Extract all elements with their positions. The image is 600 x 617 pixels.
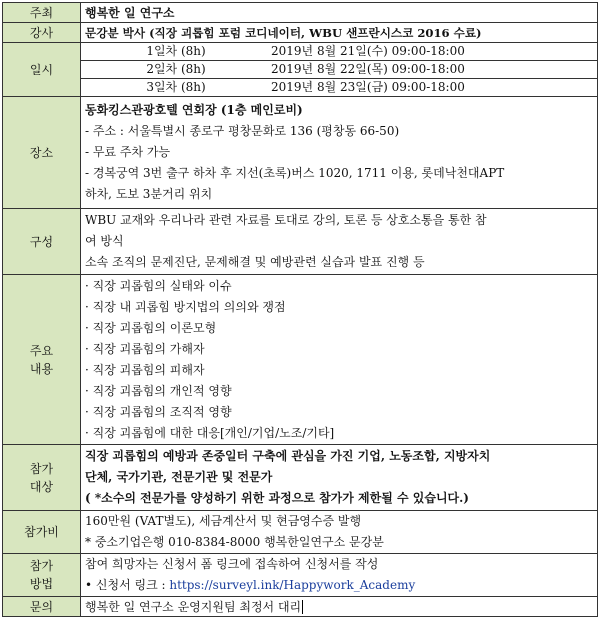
apply-link-prefix: • 신청서 링크 :	[85, 578, 170, 592]
row-apply	[3, 554, 598, 597]
day-date: 2019년 8월 22일(목) 09:00-18:00	[271, 62, 465, 76]
format-value	[81, 209, 598, 275]
day-label: 2일차 (8h)	[146, 62, 206, 76]
fee-value	[81, 511, 598, 554]
format-line-1: WBU 교재와 우리나라 관련 자료를 토대로 강의, 토론 등 상호소통을 통한 참	[85, 213, 487, 227]
venue-label: 장소	[3, 97, 81, 209]
fee-line-2: * 중소기업은행 010-8384-8000 행복한일연구소 문강분	[85, 535, 384, 549]
target-line-2: 단체, 국가기관, 전문기관 및 전문가	[85, 470, 273, 484]
row-lecturer	[3, 23, 598, 43]
format-label: 구성	[3, 209, 81, 275]
content-item: · 직장 괴롭힘의 피해자	[85, 362, 205, 377]
content-item: · 직장 괴롭힘의 이론모형	[85, 320, 217, 335]
lecturer-value: 문강분 박사 (직장 괴롭힘 포럼 코디네이터, WBU 샌프란시스코 2016 수료)	[81, 23, 598, 43]
schedule-day-1	[81, 43, 598, 61]
row-schedule-3	[3, 79, 598, 97]
target-line-1: 직장 괴롭힘의 예방과 존중일터 구축에 관심을 가진 기업, 노동조합, 지방자치	[85, 449, 491, 463]
schedule-day-2	[81, 61, 598, 79]
fee-label: 참가비	[3, 511, 81, 554]
target-label	[3, 445, 81, 511]
row-schedule-2	[3, 61, 598, 79]
day-label: 1일차 (8h)	[146, 44, 206, 58]
content-item: · 직장 괴롭힘의 개인적 영향	[85, 383, 232, 398]
row-schedule-1	[3, 43, 598, 61]
application-form-link[interactable]: https://surveyl.ink/Happywork_Academy	[169, 578, 416, 592]
contact-text: 행복한 일 연구소 운영지원팀 최정서 대리	[85, 599, 302, 614]
day-label: 3일차 (8h)	[146, 80, 206, 94]
host-value: 행복한 일 연구소	[81, 3, 598, 23]
content-label-1: 주요	[29, 343, 54, 358]
venue-directions-cont: 하차, 도보 3분거리 위치	[85, 187, 213, 201]
row-format	[3, 209, 598, 275]
fee-line-1: 160만원 (VAT별도), 세금계산서 및 현금영수증 발행	[85, 514, 362, 528]
row-target	[3, 445, 598, 511]
contact-value	[81, 597, 598, 617]
schedule-day-3	[81, 79, 598, 97]
row-host	[3, 3, 598, 23]
content-item: · 직장 괴롭힘에 대한 대응[개인/기업/노조/기타]	[85, 425, 335, 440]
day-date: 2019년 8월 21일(수) 09:00-18:00	[271, 44, 465, 58]
content-item: · 직장 괴롭힘의 조직적 영향	[85, 404, 232, 419]
target-line-3: ( *소수의 전문가를 양성하기 위한 과정으로 참가가 제한될 수 있습니다.)	[85, 491, 469, 505]
row-contact	[3, 597, 598, 617]
course-info-table	[2, 2, 598, 617]
venue-address: - 주소 : 서울특별시 종로구 평창문화로 136 (평창동 66-50)	[85, 124, 400, 138]
lecturer-label: 강사	[3, 23, 81, 43]
row-venue	[3, 97, 598, 209]
day-date: 2019년 8월 23일(금) 09:00-18:00	[271, 80, 465, 94]
format-line-2: 여 방식	[85, 234, 124, 248]
target-value	[81, 445, 598, 511]
format-line-3: 소속 조직의 문제진단, 문제해결 및 예방관련 실습과 발표 진행 등	[85, 255, 425, 269]
venue-parking: - 무료 주차 가능	[85, 145, 171, 159]
content-value	[81, 275, 598, 445]
apply-label-1: 참가	[29, 559, 54, 573]
apply-link-line	[85, 575, 593, 596]
content-item: · 직장 괴롭힘의 가해자	[85, 341, 205, 356]
venue-title: 동화킹스관광호텔 연회장 (1층 메인로비)	[85, 103, 303, 117]
schedule-label: 일시	[3, 43, 81, 97]
apply-value	[81, 554, 598, 597]
host-label: 주최	[3, 3, 81, 23]
text-cursor	[302, 600, 303, 614]
target-label-1: 참가	[29, 461, 54, 476]
venue-value	[81, 97, 598, 209]
row-content	[3, 275, 598, 445]
content-item: · 직장 괴롭힘의 실태와 이슈	[85, 278, 232, 293]
apply-label-2: 방법	[29, 577, 54, 591]
content-label	[3, 275, 81, 445]
apply-label	[3, 554, 81, 597]
apply-line-1: 참여 희망자는 신청서 폼 링크에 접속하여 신청서를 작성	[85, 557, 379, 571]
row-fee	[3, 511, 598, 554]
target-label-2: 대상	[29, 479, 54, 494]
content-item: · 직장 내 괴롭힘 방지법의 의의와 쟁점	[85, 299, 286, 314]
contact-label: 문의	[3, 597, 81, 617]
content-label-2: 내용	[29, 361, 54, 376]
venue-directions: - 경복궁역 3번 출구 하차 후 지선(초록)버스 1020, 1711 이용, 롯데낙천대APT	[85, 166, 505, 180]
